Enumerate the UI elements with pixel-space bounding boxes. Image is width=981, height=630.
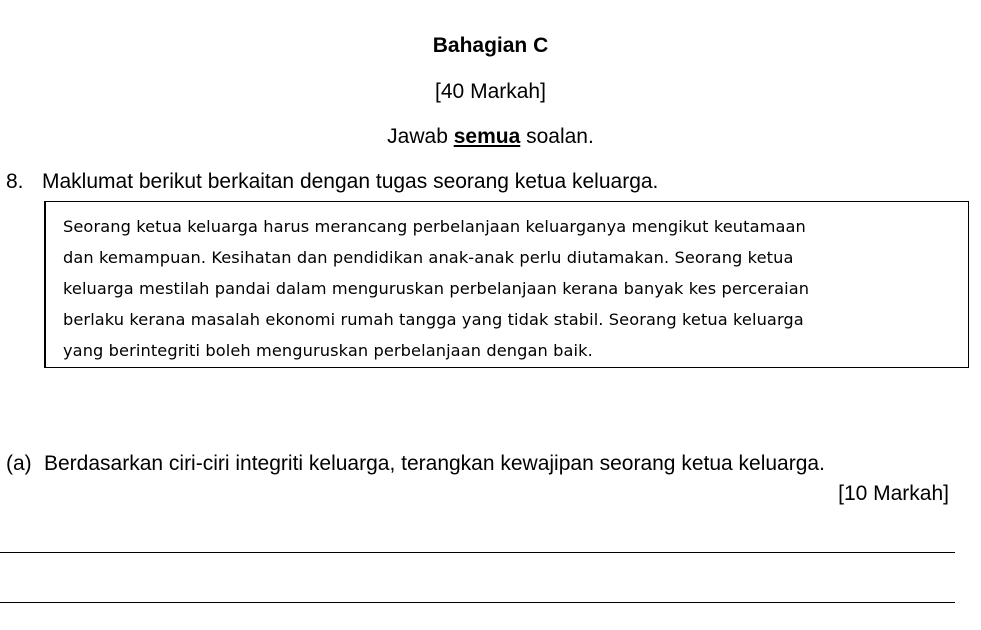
passage-line: dan kemampuan. Kesihatan dan pendidikan anak-anak perlu diutamakan. Seorang ketua bbox=[63, 248, 794, 267]
part-a-question bbox=[6, 452, 825, 476]
passage-line: keluarga mestilah pandai dalam menguruskan perbelanjaan kerana banyak kes perceraian bbox=[63, 279, 810, 298]
question-text: Maklumat berikut berkaitan dengan tugas seorang ketua keluarga. bbox=[42, 170, 659, 193]
answer-line[interactable] bbox=[0, 602, 955, 603]
instruction-prefix: Jawab bbox=[387, 125, 454, 148]
passage-box bbox=[44, 201, 969, 368]
question-number: 8. bbox=[6, 170, 24, 193]
instruction-emphasis: semua bbox=[453, 125, 521, 148]
part-a-marks: [10 Markah] bbox=[838, 482, 949, 505]
passage-line: berlaku kerana masalah ekonomi rumah tangga yang tidak stabil. Seorang ketua keluarga bbox=[63, 310, 804, 329]
passage-line: Seorang ketua keluarga harus merancang perbelanjaan keluarganya mengikut keutamaan bbox=[63, 217, 806, 236]
passage-line: yang berintegriti boleh menguruskan perbelanjaan dengan baik. bbox=[63, 341, 593, 360]
question-8 bbox=[6, 170, 658, 194]
answer-line[interactable] bbox=[0, 552, 955, 553]
section-title: Bahagian C bbox=[432, 34, 549, 57]
section-marks: [40 Markah] bbox=[435, 80, 546, 103]
part-a-text: Berdasarkan ciri-ciri integriti keluarga, terangkan kewajipan seorang ketua keluarga. bbox=[44, 452, 825, 475]
part-a-label: (a) bbox=[6, 452, 32, 475]
instruction-suffix: soalan. bbox=[520, 125, 594, 148]
instruction bbox=[0, 125, 981, 149]
